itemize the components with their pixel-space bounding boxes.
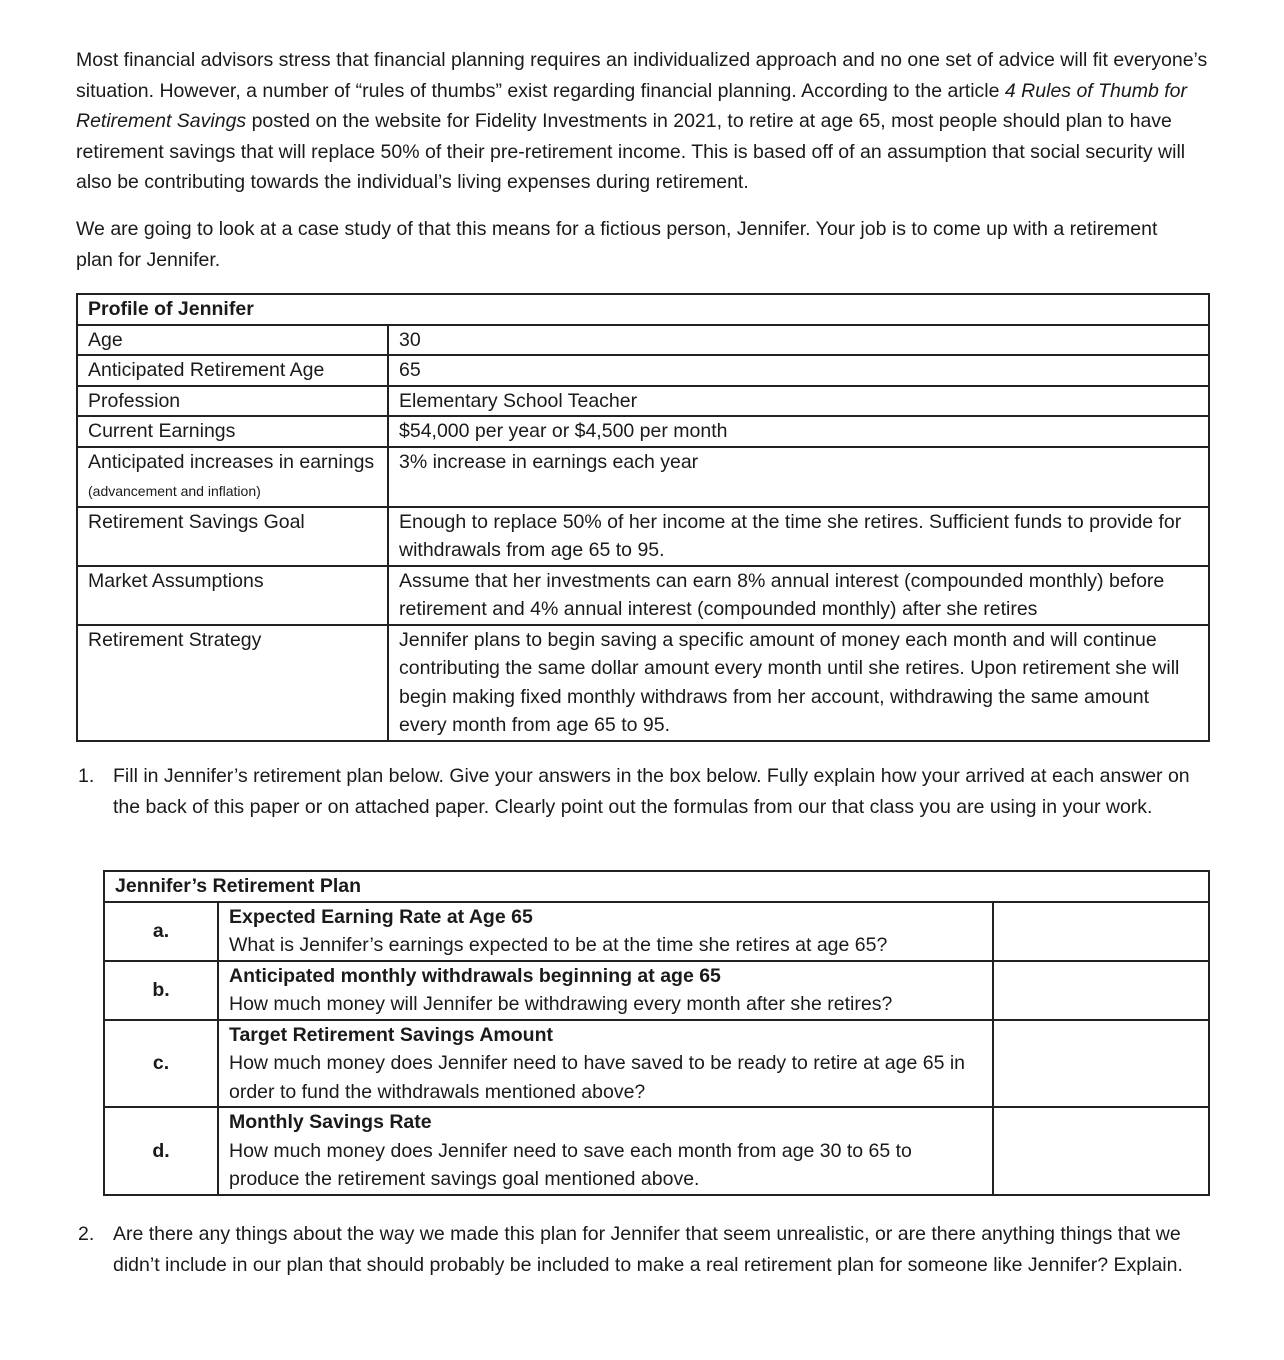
answer-box[interactable] [993,902,1209,961]
plan-heading: Target Retirement Savings Amount [229,1023,553,1046]
question-text: Fill in Jennifer’s retirement plan below. Give your answers in the box below. Fully explain how your arrived at each answer on the back of this paper or on attached paper. Clearly point out the formulas from our that class you are using in your work. [113,765,1190,818]
profile-table [76,293,1210,742]
retirement-plan-table [103,870,1210,1196]
intro-text: Most financial advisors stress that financial planning requires an individualized approach and no one set of advice will fit everyone’s situation. However, a number of “rules of thumbs” exist regarding financial planning. According to the article [76,49,1208,102]
profile-value: Enough to replace 50% of her income at the time she retires. Sufficient funds to provide for withdrawals from age 65 to 95. [388,507,1209,566]
profile-value: 30 [388,325,1209,356]
profile-value: 65 [388,355,1209,386]
profile-value: Jennifer plans to begin saving a specific amount of money each month and will continue contributing the same dollar amount every month until she retires. Upon retirement she will begin making fixed monthly withdraws from her account, withdrawing the same amount every month from age 65 to 95. [388,625,1209,741]
row-letter: d. [104,1107,218,1195]
row-letter: c. [104,1020,218,1108]
plan-question-text: How much money does Jennifer need to have saved to be ready to retire at age 65 in order to fund the withdrawals mentioned above? [229,1052,966,1103]
plan-heading: Anticipated monthly withdrawals beginning at age 65 [229,964,721,987]
question-2 [78,1219,1223,1280]
profile-label: Market Assumptions [77,566,388,625]
label-text: Anticipated increases in earnings [88,450,375,473]
question-text: Are there any things about the way we made this plan for Jennifer that seem unrealistic, or are there anything things that we didn’t include in our plan that should probably be included to make a real retirement plan for someone like Jennifer? Explain. [113,1223,1183,1276]
question-1 [78,761,1218,822]
answer-box[interactable] [993,961,1209,1020]
profile-label: Profession [77,386,388,417]
label-note: (advancement and inflation) [88,483,261,499]
profile-value: Assume that her investments can earn 8% annual interest (compounded monthly) before retirement and 4% annual interest (compounded monthly) after she retires [388,566,1209,625]
answer-box[interactable] [993,1020,1209,1108]
question-number: 1. [78,765,95,787]
plan-heading: Expected Earning Rate at Age 65 [229,905,533,928]
answer-box[interactable] [993,1107,1209,1195]
profile-label [77,447,388,507]
plan-question-text: What is Jennifer’s earnings expected to be at the time she retires at age 65? [229,934,888,956]
article-title: 4 Rules of Thumb for Retirement Savings [76,79,1188,133]
plan-question-text: How much money will Jennifer be withdrawing every month after she retires? [229,993,893,1015]
plan-question [218,961,993,1020]
profile-label: Current Earnings [77,416,388,447]
row-letter: a. [104,902,218,961]
plan-heading: Monthly Savings Rate [229,1111,432,1133]
case-study-paragraph: We are going to look at a case study of that this means for a fictious person, Jennifer. Your job is to come up with a retirement plan for Jennifer. [76,218,1158,271]
profile-value: Elementary School Teacher [388,386,1209,417]
plan-question [218,1107,993,1195]
question-number: 2. [78,1223,95,1245]
profile-title: Profile of Jennifer [77,294,1209,325]
profile-label: Retirement Strategy [77,625,388,741]
intro-paragraph [76,45,1216,198]
profile-label: Age [77,325,388,356]
plan-question-text: How much money does Jennifer need to save each month from age 30 to 65 to produce the retirement savings goal mentioned above. [229,1139,912,1190]
plan-question [218,1020,993,1108]
profile-label: Anticipated Retirement Age [77,355,388,386]
row-letter: b. [104,961,218,1020]
plan-title: Jennifer’s Retirement Plan [104,871,1209,902]
intro-text-cont: posted on the website for Fidelity Investments in 2021, to retire at age 65, most people should plan to have retirement savings that will replace 50% of their pre-retirement income. This is based off of an assumption that social security will also be contributing towards the individual’s living expenses during retirement. [76,110,1186,194]
plan-question [218,902,993,961]
profile-value: $54,000 per year or $4,500 per month [388,416,1209,447]
profile-value: 3% increase in earnings each year [388,447,1209,507]
profile-label: Retirement Savings Goal [77,507,388,566]
